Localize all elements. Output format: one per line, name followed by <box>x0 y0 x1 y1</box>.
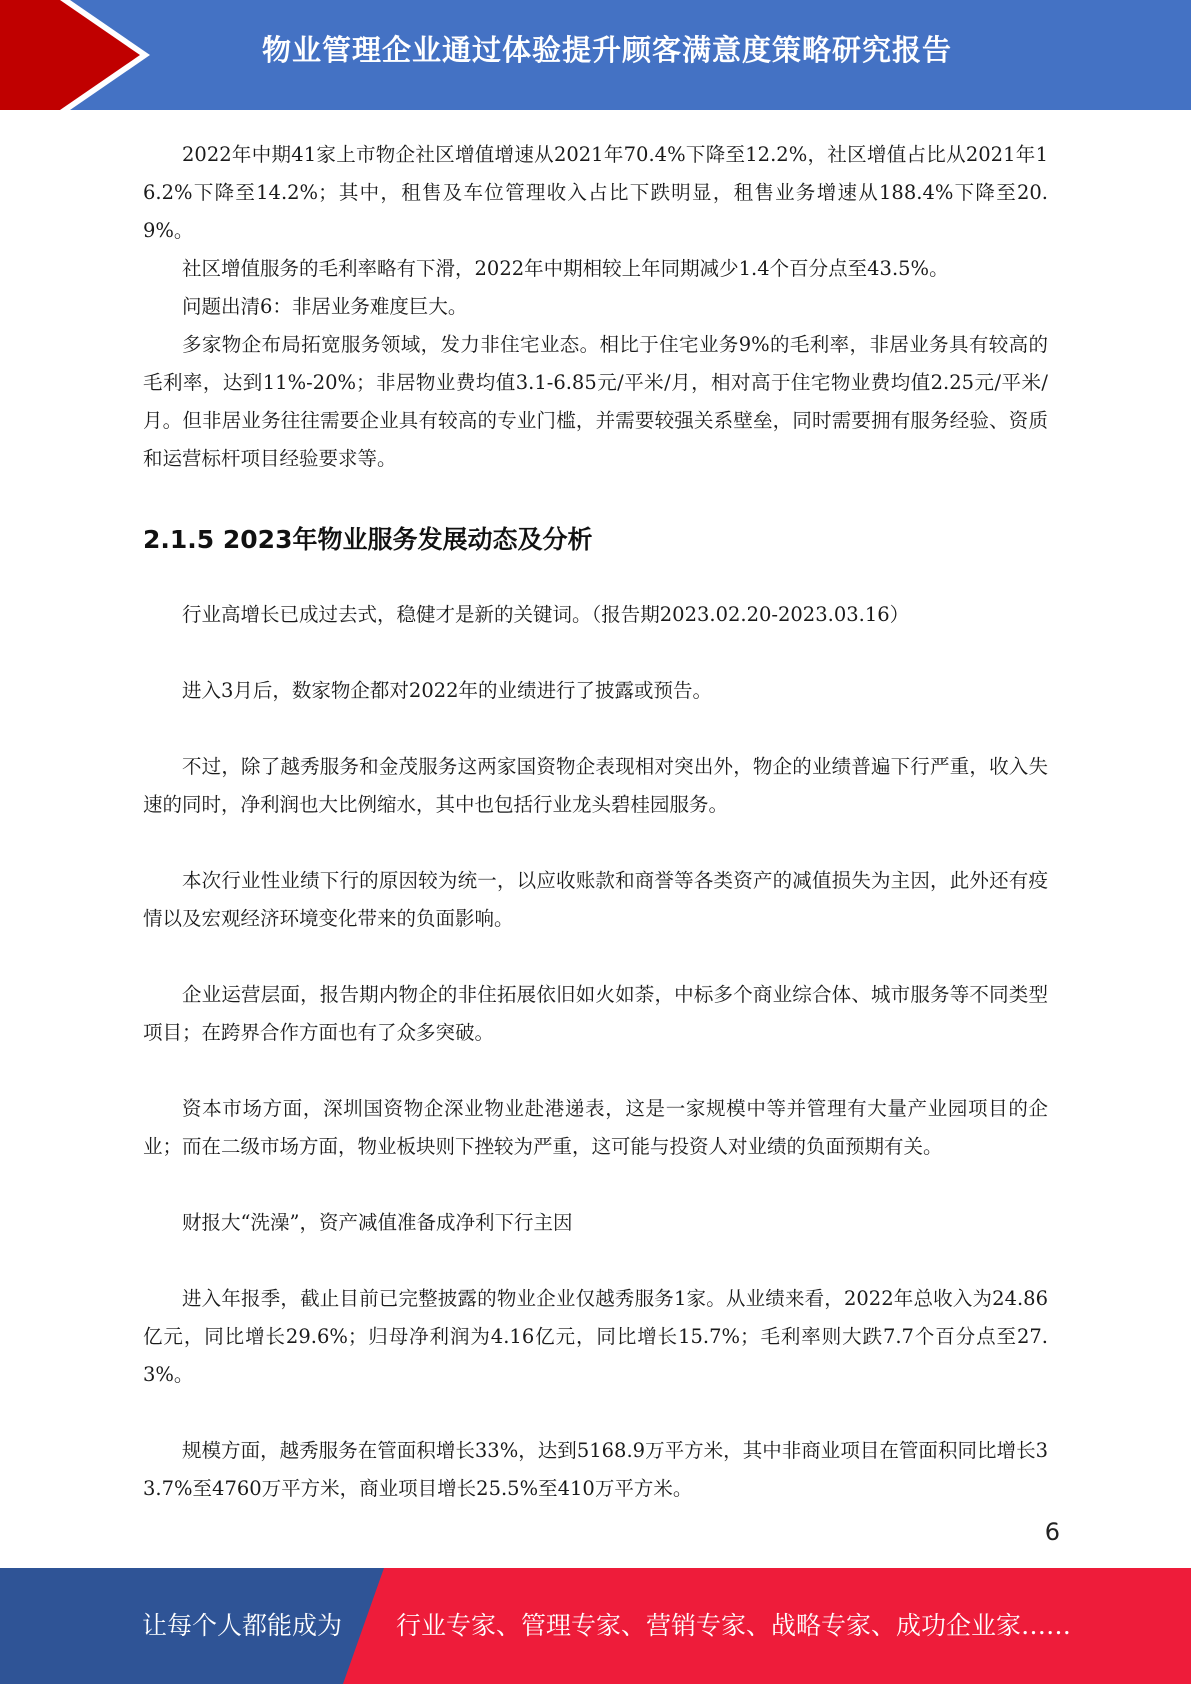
page-header <box>0 0 1191 110</box>
header-chevron-decoration <box>0 0 200 110</box>
footer-slogan-left: 让每个人都能成为 <box>142 1611 343 1640</box>
paragraph: 企业运营层面，报告期内物企的非住拓展依旧如火如荼，中标多个商业综合体、城市服务等不同类型项目；在跨界合作方面也有了众多突破。 <box>143 983 1048 1044</box>
paragraph: 财报大“洗澡”，资产减值准备成净利下行主因 <box>182 1211 573 1234</box>
paragraph: 社区增值服务的毛利率略有下滑，2022年中期相较上年同期减少1.4个百分点至43.5%。 <box>182 257 949 280</box>
paragraph: 资本市场方面，深圳国资物企深业物业赴港递表，这是一家规模中等并管理有大量产业园项目的企业；而在二级市场方面，物业板块则下挫较为严重，这可能与投资人对业绩的负面预期有关。 <box>143 1097 1048 1158</box>
paragraph: 行业高增长已成过去式，稳健才是新的关键词。（报告期2023.02.20-2023.03.16） <box>182 603 910 626</box>
page-number: 6 <box>1044 1518 1060 1546</box>
document-body <box>143 136 1048 1508</box>
report-title: 物业管理企业通过体验提升顾客满意度策略研究报告 <box>262 33 953 67</box>
paragraph: 多家物企布局拓宽服务领域，发力非住宅业态。相比于住宅业务9%的毛利率，非居业务具有较高的毛利率，达到11%-20%；非居物业费均值3.1-6.85元/平米/月，相对高于住宅物业费均值2.25元/平米/月。但非居业务往往需要企业具有较高的专业门槛，并需要较强关系壁垒，同时需要拥有服务经验、资质和运营标杆项目经验要求等。 <box>143 333 1048 470</box>
page-footer <box>0 1568 1191 1684</box>
paragraph: 规模方面，越秀服务在管面积增长33%，达到5168.9万平方米，其中非商业项目在管面积同比增长33.7%至4760万平方米，商业项目增长25.5%至410万平方米。 <box>143 1439 1048 1500</box>
paragraph: 问题出清6：非居业务难度巨大。 <box>182 295 468 318</box>
section-heading: 2.1.5 2023年物业服务发展动态及分析 <box>143 525 593 554</box>
paragraph: 本次行业性业绩下行的原因较为统一，以应收账款和商誉等各类资产的减值损失为主因，此外还有疫情以及宏观经济环境变化带来的负面影响。 <box>143 869 1048 930</box>
paragraph: 不过，除了越秀服务和金茂服务这两家国资物企表现相对突出外，物企的业绩普遍下行严重，收入失速的同时，净利润也大比例缩水，其中也包括行业龙头碧桂园服务。 <box>143 755 1048 816</box>
paragraph: 2022年中期41家上市物企社区增值增速从2021年70.4%下降至12.2%，社区增值占比从2021年16.2%下降至14.2%；其中，租售及车位管理收入占比下跌明显，租售业务增速从188.4%下降至20.9%。 <box>143 143 1048 242</box>
paragraph: 进入3月后，数家物企都对2022年的业绩进行了披露或预告。 <box>182 679 713 702</box>
footer-slogan-right: 行业专家、管理专家、营销专家、战略专家、成功企业家…… <box>396 1611 1072 1640</box>
paragraph: 进入年报季，截止目前已完整披露的物业企业仅越秀服务1家。从业绩来看，2022年总收入为24.86亿元，同比增长29.6%；归母净利润为4.16亿元，同比增长15.7%；毛利率则大跌7.7个百分点至27.3%。 <box>143 1287 1048 1386</box>
